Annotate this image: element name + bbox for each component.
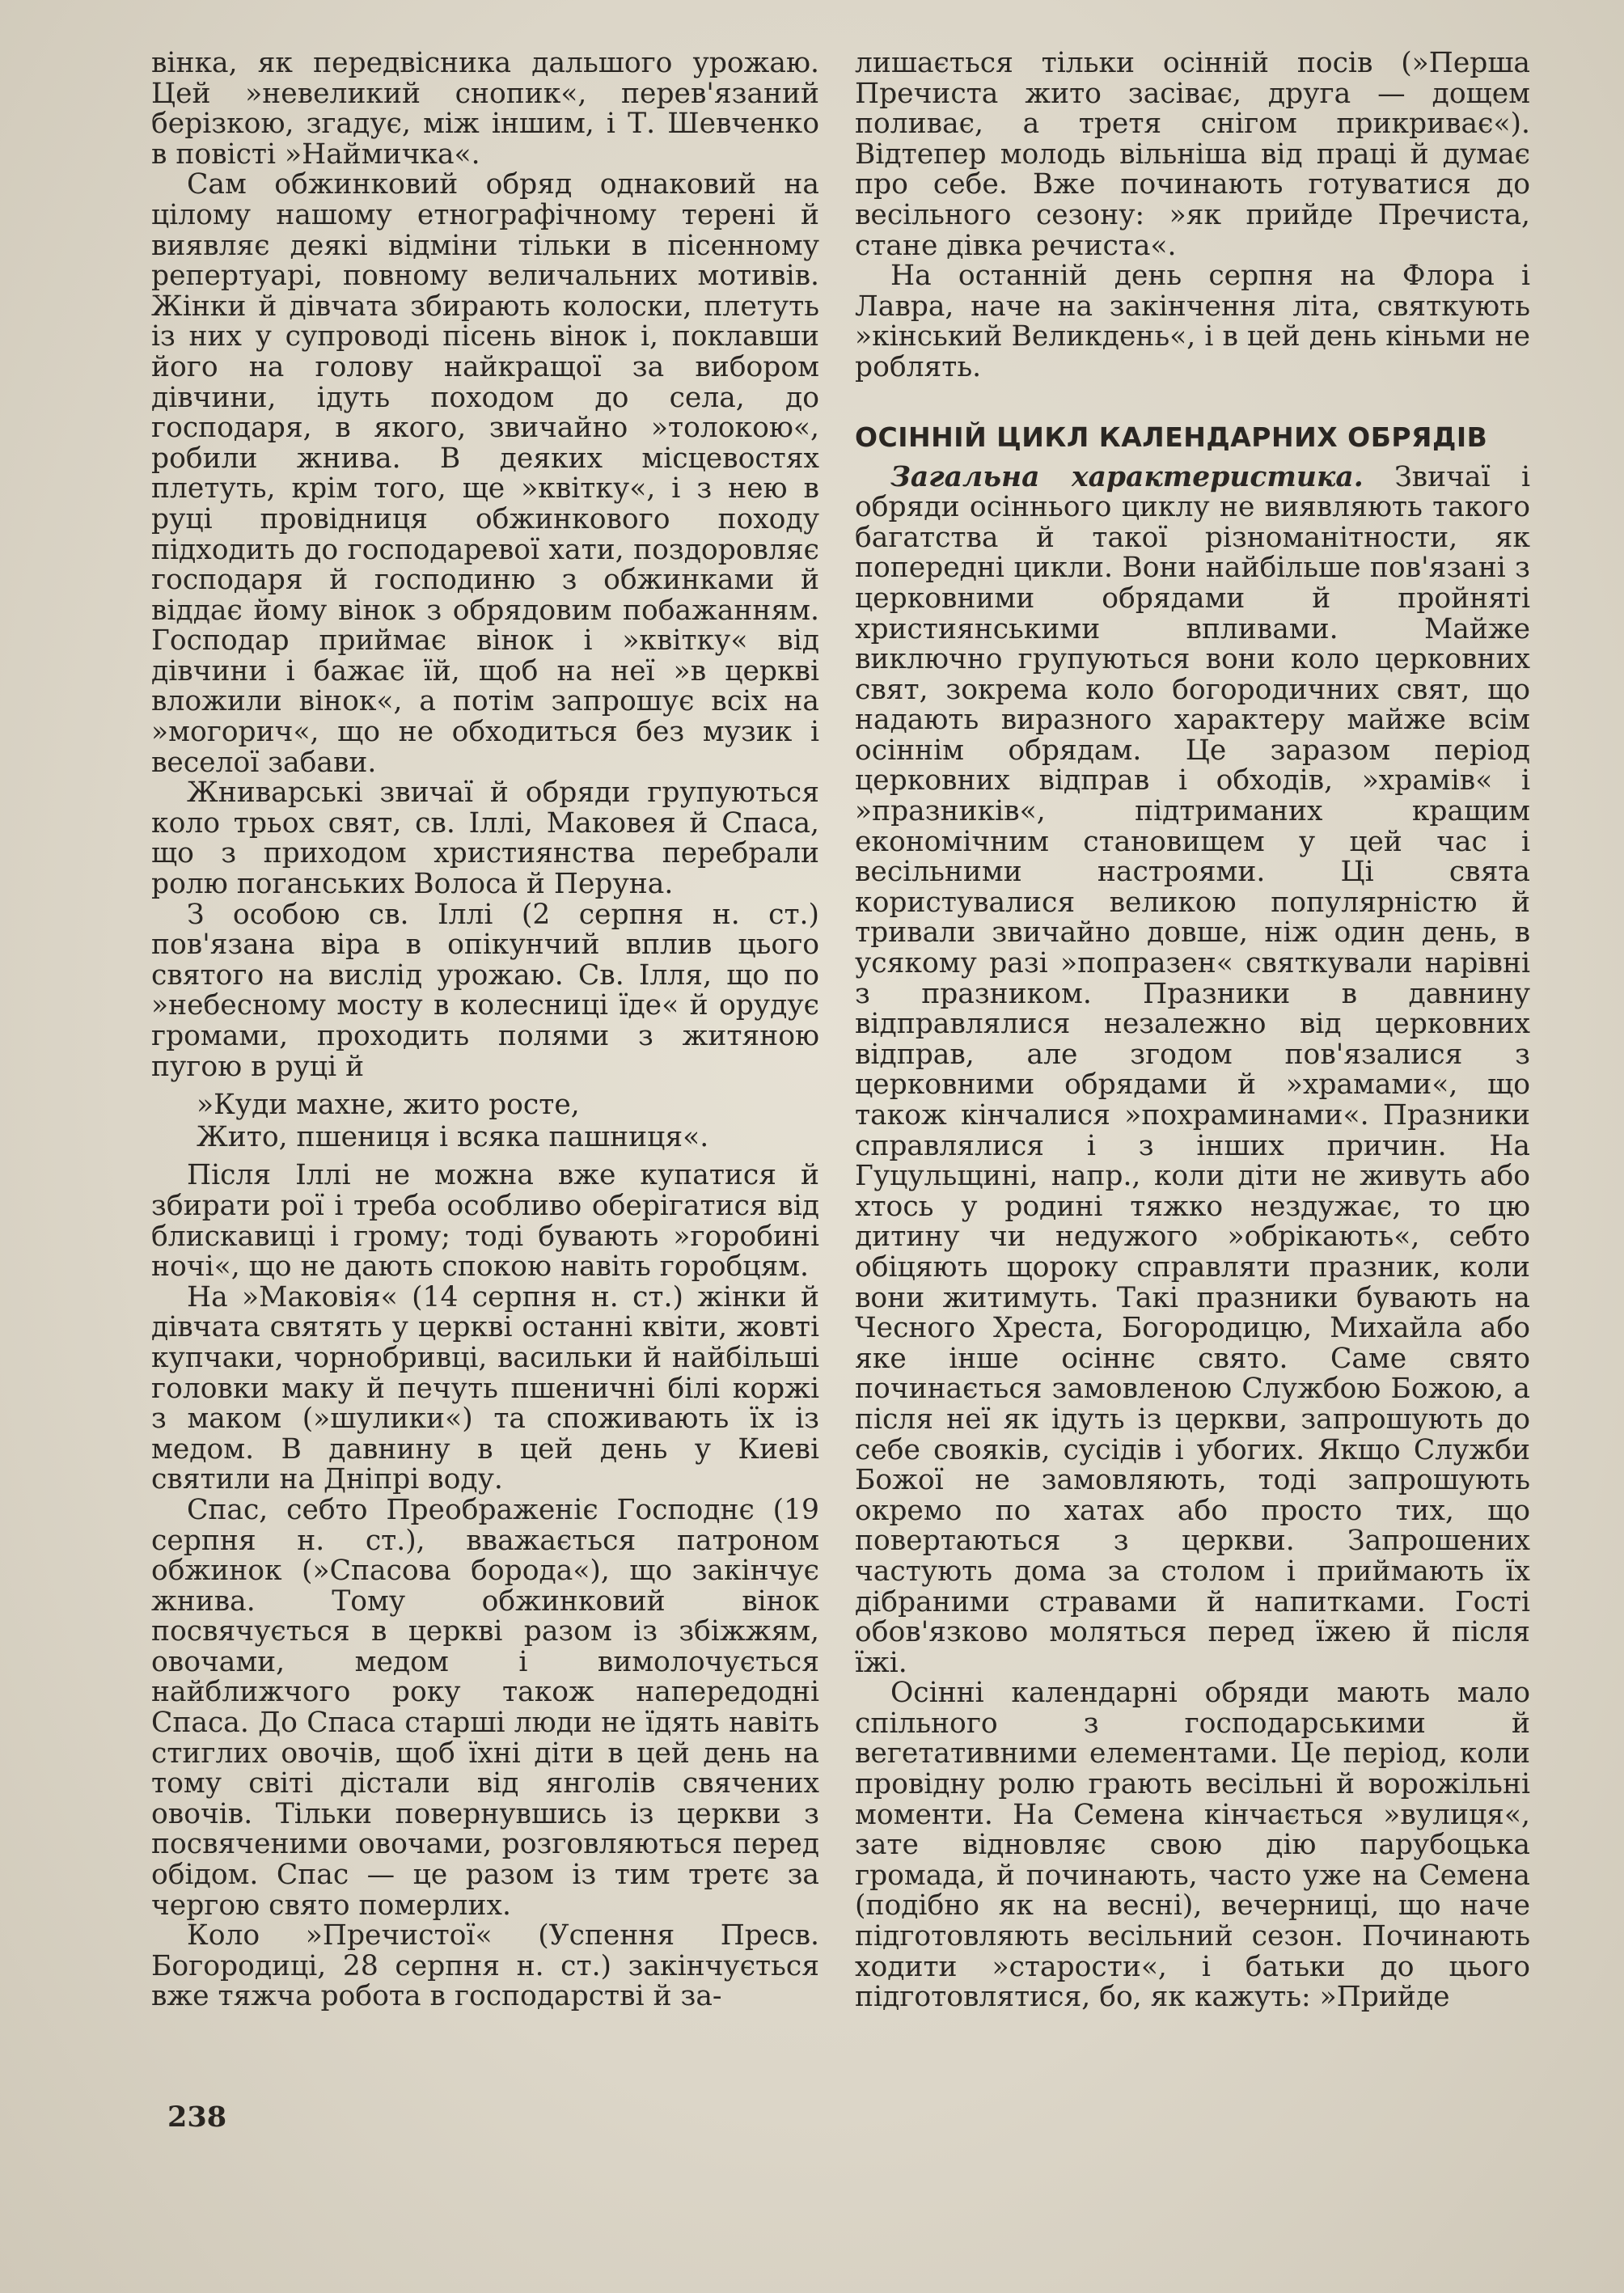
paragraph: На останній день серпня на Флора і Лавра, наче на закінчення літа, святкують »кінський Великдень«, і в цей день кіньми не роблять.	[855, 260, 1530, 383]
paragraph	[855, 460, 1530, 1679]
paragraph: Сам обжинковий обряд однаковий на цілому нашому етнографічному терені й виявляє деякі відміни тільки в пісенному репертуарі, повному величальних мотивів. Жінки й дівчата збирають колоски, плетуть із них у супроводі пісень вінок і, поклавши його на голову найкращої за вибором дівчини, ідуть походом до села, до господаря, в якого, звичайно »толокою«, робили жнива. В деяких місцевостях плетуть, крім того, ще »квітку«, і з нею в руці провідниця обжинкового походу підходить до господаревої хати, поздоровляє господаря й господиню з обжинками й віддає йому вінок з обрядовим побажанням. Господар приймає вінок і »квітку« від дівчини і бажає їй, щоб на неї »в церкві вложили вінок«, а потім запрошує всіх на »могорич«, що не обходиться без музик і веселої забави.	[151, 168, 819, 779]
paragraph: Спас, себто Преображеніє Господнє (19 серпня н. ст.), вважається патроном обжинок (»Спасова борода«), що закінчує жнива. Тому обжинковий вінок посвячується в церкві разом із збіжжям, овочами, медом і вимолочується найближчого року також напередодні Спаса. До Спаса старші люди не їдять навіть стиглих овочів, щоб їхні діти в цей день на тому світі дістали від янголів свячених овочів. Тільки повернувшись із церкви з посвяченими овочами, розговляються перед обідом. Спас — це разом із тим третє за чергою свято померлих.	[151, 1493, 819, 1922]
paragraph: Після Іллі не можна вже купатися й збирати рої і треба особливо оберігатися від блискавиці і грому; тоді бувають »горобині ночі«, що не дають спокою навіть горобцям.	[151, 1159, 819, 1284]
verse-line: »Куди махне, жито росте,	[197, 1089, 580, 1122]
left-column	[151, 49, 819, 2012]
paragraph: З особою св. Іллі (2 серпня н. ст.) пов'язана віра в опікунчий вплив цього святого на вислід урожаю. Св. Ілля, що по »небесному мосту в колесниці їде« й орудує громами, проходить полями з житяною пугою в руці й	[151, 898, 819, 1083]
paragraph: Жниварські звичаї й обряди групуються коло трьох свят, св. Іллі, Маковея й Спаса, що з приходом християнства перебрали ролю поганських Волоса й Перуна.	[151, 776, 819, 901]
paragraph: лишається тільки осінній посів (»Перша Пречиста жито засіває, друга — дощем поливає, а третя снігом прикриває«). Відтепер молодь вільніша від праці й думає про себе. Вже починають готуватися до весільного сезону: »як прийде Пречиста, стане дівка речиста«.	[855, 47, 1530, 262]
verse-line: Жито, пшениця і всяка пашниця«.	[197, 1120, 709, 1153]
run-in-heading: Загальна характеристика.	[890, 460, 1364, 493]
paragraph: вінка, як передвісника дальшого урожаю. Цей »невеликий снопик«, перев'язаний берізкою, згадує, між іншим, і Т. Шевченко в повісті »Наймичка«.	[151, 47, 819, 171]
paragraph: На »Маковія« (14 серпня н. ст.) жінки й дівчата святять у церкві останні квіти, жовті купчаки, чорнобривці, васильки й найбільші головки маку й печуть пшеничні білі коржі з маком (»шулики«) та споживають їх із медом. В давнину в цей день у Киеві святили на Дніпрі воду.	[151, 1280, 819, 1496]
paragraph: Осінні календарні обряди мають мало спільного з господарськими й вегетативними елементами. Це період, коли провідну ролю грають весільні й ворожільні моменти. На Семена кінчається »вулиця«, зате відновляє свою дію парубоцька громада, й починають, часто уже на Семена (подібно як на весні), вечерниці, що наче підготовляють весільний сезон. Починають ходити »старости«, і батьки до цього підготовлятися, бо, як кажуть: »Прийде	[855, 1677, 1530, 2014]
page-number: 238	[167, 2101, 227, 2134]
paragraph: Коло »Пречистої« (Успення Пресв. Богородиці, 28 серпня н. ст.) закінчується вже тяжча робота в господарстві й за-	[151, 1919, 819, 2013]
paragraph-text: Звичаї і обряди осіннього циклу не виявляють такого багатства й такої різноманітности, як попередні цикли. Вони найбільше пов'язані з церковними обрядами й пройняті християнськими впливами. Майже виключно групуються вони коло церковних свят, зокрема коло богородичних свят, що надають виразного характеру майже всім осіннім обрядам. Це заразом період церковних відправ і обходів, »храмів« і »празників«, підтриманих кращим економічним становищем у цей час і весільними настроями. Ці свята користувалися великою популярністю й тривали звичайно довше, ніж один день, в усякому разі »попразен« святкували нарівні з празником. Празники в давнину відправлялися незалежно від церковних відправ, але згодом пов'язалися з церковними обрядами й »храмами«, що також кінчалися »похраминами«. Празники справлялися і з інших причин. На Гуцульщині, напр., коли діти не живуть або хтось у родині тяжко нездужає, то цю дитину чи недужого »обрікають«, себто обіцяють щороку справляти празник, коли вони житимуть. Такі празники бувають на Чесного Хреста, Богородицю, Михайла або яке інше осіннє свято. Саме свято починається замовленою Службою Божою, а після неї як ідуть із церкви, запрошують до себе свояків, сусідів і убогих. Якщо Служби Божої не замовляють, тоді запрошують окремо по хатах або просто тих, що повертаються з церкви. Запрошених частують дома за столом і приймають їх дібраними стравами й напитками. Гості обов'язково моляться перед їжею й після їжі.	[855, 460, 1530, 1679]
section-heading: ОСІННІЙ ЦИКЛ КАЛЕНДАРНИХ ОБРЯДІВ	[855, 421, 1488, 453]
right-column	[855, 49, 1530, 2013]
